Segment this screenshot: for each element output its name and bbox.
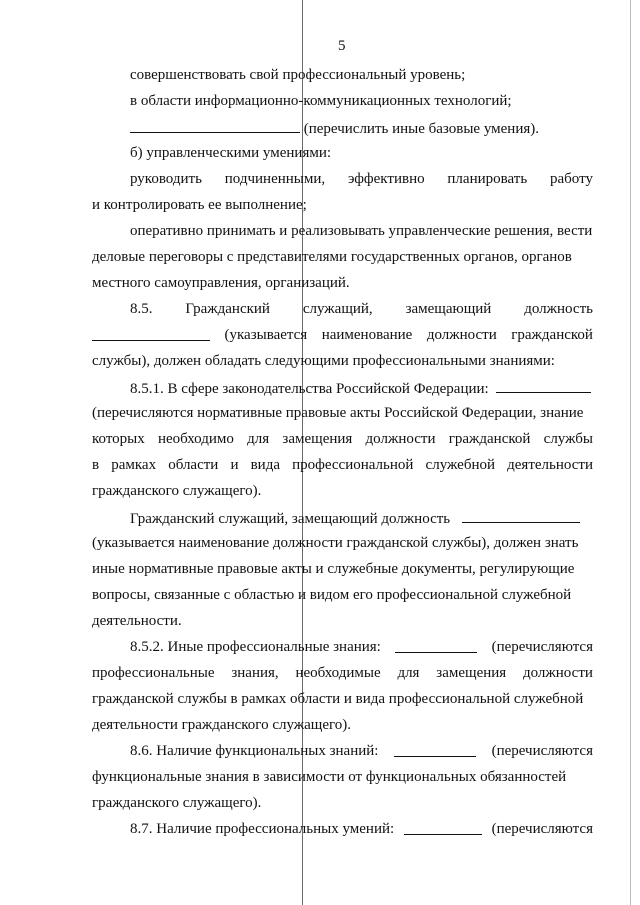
justified-line: (указывается наименование должности гражданской <box>92 326 593 344</box>
text-line: функциональные знания в зависимости от функциональных обязанностей <box>92 769 567 785</box>
fill-in-blank <box>395 638 477 653</box>
text-line: местного самоуправления, организаций. <box>92 275 350 291</box>
justified-line: в рамках области и вида профессиональной служебной деятельности <box>92 457 593 473</box>
text-line: Гражданский служащий, замещающий должность <box>130 508 580 528</box>
fill-in-blank <box>404 820 482 835</box>
fill-in-blank <box>92 326 210 341</box>
text-line: деятельности. <box>92 613 182 629</box>
justified-line: 8.6. Наличие функциональных знаний: (перечисляются <box>130 743 593 759</box>
justified-line: 8.5. Гражданский служащий, замещающий должность <box>130 301 593 317</box>
text-line: в области информационно-коммуникационных технологий; <box>130 93 512 109</box>
fill-in-blank <box>496 378 591 393</box>
justified-line: профессиональные знания, необходимые для замещения должности <box>92 665 593 681</box>
justified-line: 8.7. Наличие профессиональных умений: (перечисляются <box>130 821 593 837</box>
fill-in-blank <box>462 508 580 523</box>
text-line: б) управленческими умениями: <box>130 145 332 161</box>
text-line: и контролировать ее выполнение; <box>92 197 307 213</box>
text-line: деятельности гражданского служащего). <box>92 717 352 733</box>
fill-in-blank <box>130 118 300 133</box>
page-edge-line <box>630 0 631 905</box>
fill-in-blank <box>394 742 476 757</box>
text-line: иные нормативные правовые акты и служебные документы, регулирующие <box>92 561 575 577</box>
text-line: вопросы, связанные с областью и видом его профессиональной служебной <box>92 587 572 603</box>
text-line: (указывается наименование должности гражданской службы), должен знать <box>92 535 579 551</box>
text-line: (перечислить иные базовые умения). <box>130 118 539 138</box>
text-line: совершенствовать свой профессиональный уровень; <box>130 67 466 83</box>
text-line: 8.5.1. В сфере законодательства Российской Федерации: <box>130 378 591 398</box>
justified-line: 8.5.2. Иные профессиональные знания: (перечисляются <box>130 639 593 655</box>
text-line: гражданского служащего). <box>92 483 262 499</box>
text-line: гражданской службы в рамках области и вида профессиональной служебной <box>92 691 584 707</box>
text-line: оперативно принимать и реализовывать управленческие решения, вести <box>130 223 593 239</box>
justified-line: которых необходимо для замещения должности гражданской службы <box>92 431 593 447</box>
page-number: 5 <box>338 38 346 54</box>
text-line: (перечисляются нормативные правовые акты Российской Федерации, знание <box>92 405 584 421</box>
text-line: службы), должен обладать следующими профессиональными знаниями: <box>92 353 555 369</box>
text-line: гражданского служащего). <box>92 795 262 811</box>
text-line: деловые переговоры с представителями государственных органов, органов <box>92 249 572 265</box>
justified-line: руководить подчиненными, эффективно планировать работу <box>130 171 593 187</box>
